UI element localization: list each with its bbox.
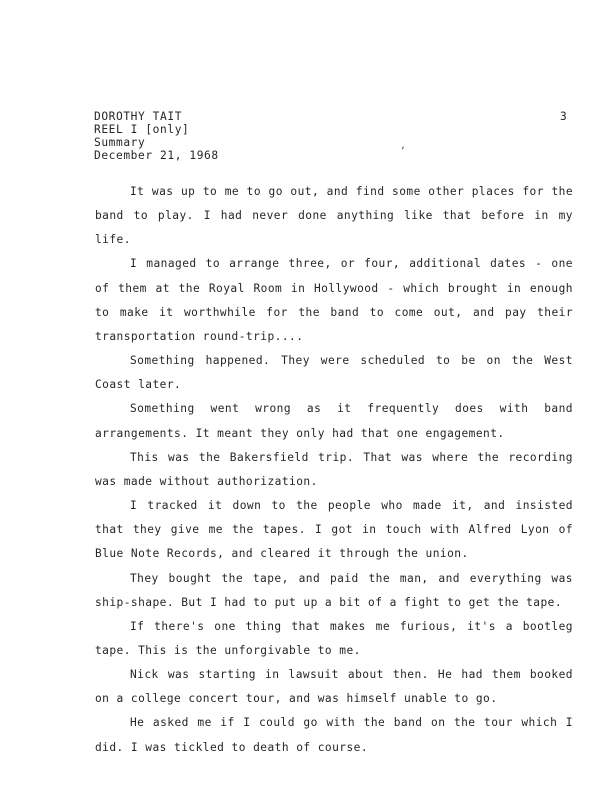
- interview-date: December 21, 1968: [94, 149, 219, 162]
- page-number: 3: [560, 110, 567, 123]
- stray-pen-mark: ,: [400, 140, 407, 151]
- interviewee-name: DOROTHY TAIT: [94, 110, 183, 123]
- paragraph: They bought the tape, and paid the man, and everything was ship-shape. But I had to put up a bit of a fight to get the tape.: [95, 571, 573, 609]
- paragraph: Something went wrong as it frequently does with band arrangements. It meant they only had that one engagement.: [95, 402, 573, 440]
- document-header: [94, 110, 219, 162]
- paragraph: It was up to me to go out, and find some other places for the band to play. I had never done anything like that before in my life.: [95, 185, 573, 247]
- paragraph: This was the Bakersfield trip. That was where the recording was made without authorization.: [95, 450, 573, 488]
- paragraph: I tracked it down to the people who made it, and insisted that they give me the tapes. I got in touch with Alfred Lyon of Blue Note Records, and cleared it through the union.: [95, 499, 573, 561]
- summary-body: [95, 180, 573, 760]
- document-type: Summary: [94, 136, 146, 149]
- reel-label: REEL I [only]: [94, 123, 190, 136]
- paragraph: Nick was starting in lawsuit about then. He had them booked on a college concert tour, and was himself unable to go.: [95, 668, 573, 706]
- paragraph: If there's one thing that makes me furious, it's a bootleg tape. This is the unforgivable to me.: [95, 619, 573, 657]
- paragraph: He asked me if I could go with the band on the tour which I did. I was tickled to death of course.: [95, 716, 573, 754]
- paragraph: Something happened. They were scheduled to be on the West Coast later.: [95, 354, 573, 392]
- paragraph: I managed to arrange three, or four, additional dates - one of them at the Royal Room in Hollywood - which brought in enough to make it worthwhile for the band to come out, and pay their transportation round-trip....: [95, 257, 573, 343]
